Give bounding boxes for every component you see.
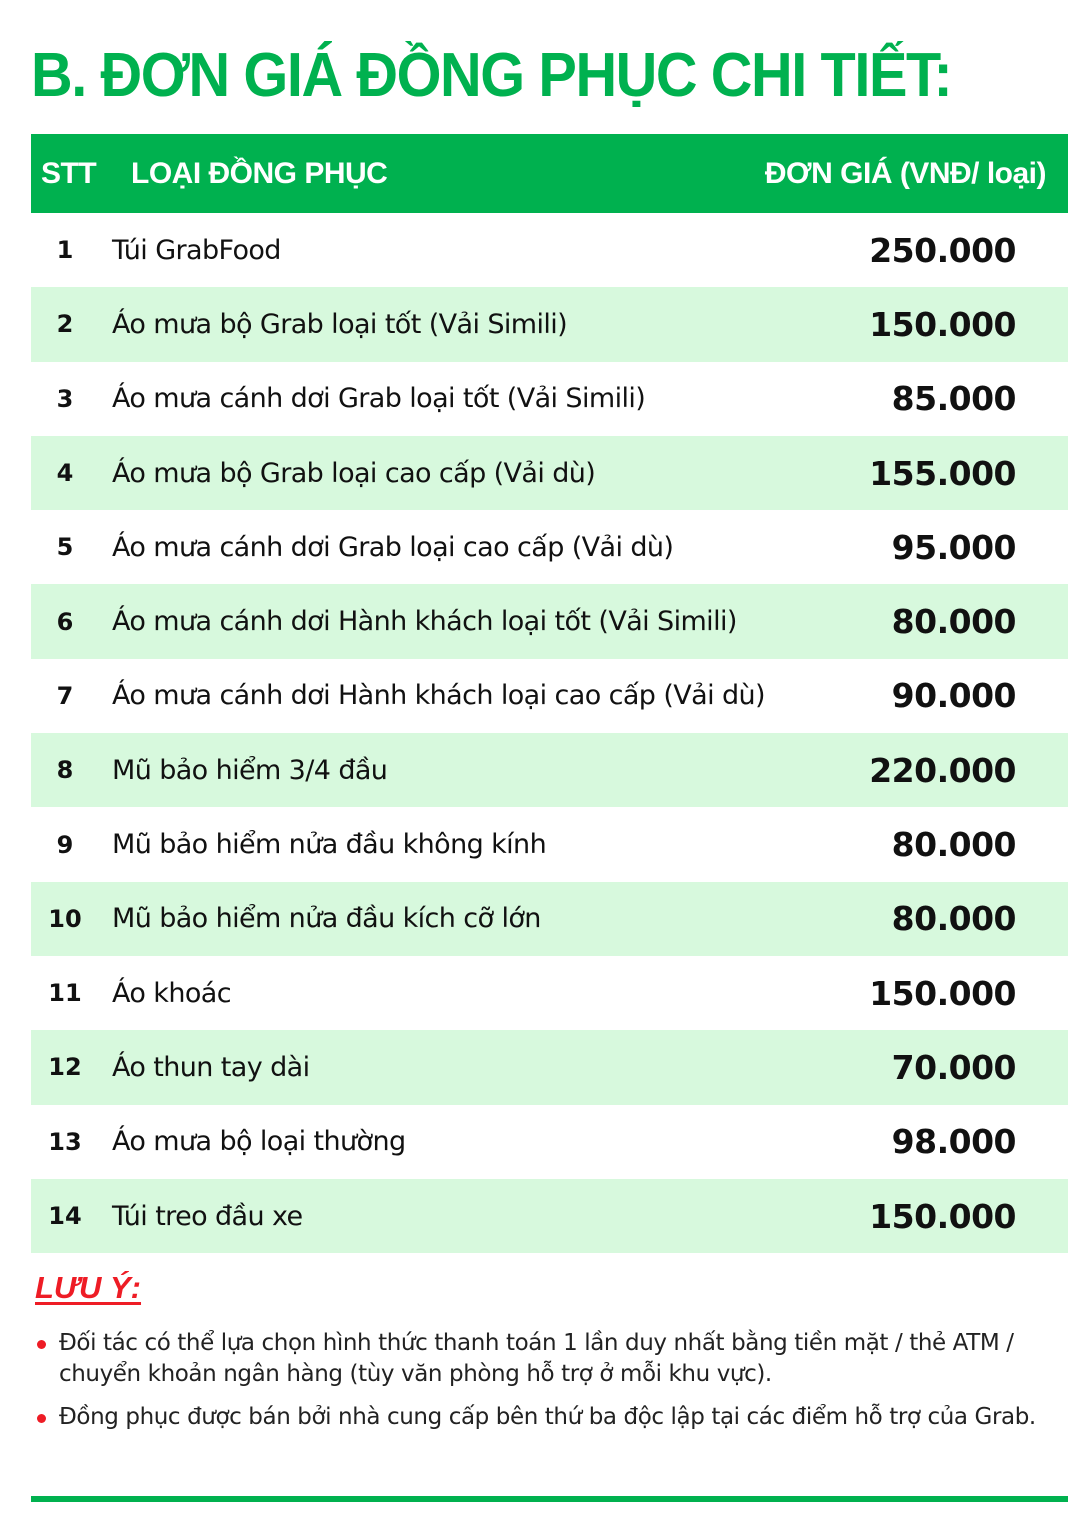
row-price: 155.000 [869, 453, 1016, 493]
row-name: Áo khoác [112, 977, 231, 1009]
table-row [31, 807, 1068, 881]
row-stt: 7 [56, 681, 74, 710]
row-stt: 8 [56, 756, 74, 785]
row-price: 80.000 [891, 825, 1016, 865]
row-name: Túi GrabFood [112, 234, 281, 266]
note-item [37, 1402, 1057, 1433]
row-name: Mũ bảo hiểm 3/4 đầu [112, 754, 388, 786]
row-name: Áo mưa cánh dơi Grab loại cao cấp (Vải dù) [112, 531, 674, 563]
row-name: Áo thun tay dài [112, 1051, 310, 1083]
header-price: ĐƠN GIÁ (VNĐ/ loại) [764, 156, 1046, 190]
row-stt: 2 [56, 310, 74, 339]
table-row [31, 1105, 1068, 1179]
table-row [31, 882, 1068, 956]
row-price: 250.000 [869, 230, 1016, 270]
row-name: Mũ bảo hiểm nửa đầu kích cỡ lớn [112, 903, 541, 935]
row-price: 90.000 [891, 676, 1016, 716]
row-stt: 13 [48, 1127, 82, 1156]
row-name: Túi treo đầu xe [112, 1200, 303, 1232]
row-stt: 3 [56, 384, 74, 413]
bullet-icon [37, 1340, 46, 1349]
table-row [31, 362, 1068, 436]
row-name: Áo mưa cánh dơi Hành khách loại tốt (Vải Simili) [112, 606, 737, 638]
table-row [31, 436, 1068, 510]
note-title: LƯU Ý: [35, 1270, 142, 1305]
row-name: Áo mưa bộ Grab loại cao cấp (Vải dù) [112, 457, 596, 489]
table-header [31, 134, 1068, 213]
table-row [31, 659, 1068, 733]
table-row [31, 584, 1068, 658]
note-text: Đối tác có thể lựa chọn hình thức thanh toán 1 lần duy nhất bằng tiền mặt / thẻ ATM / chuyển khoản ngân hàng (tùy văn phòng hỗ trợ ở mỗi khu vực). [59, 1330, 1014, 1387]
table-row [31, 1179, 1068, 1253]
row-name: Áo mưa cánh dơi Grab loại tốt (Vải Simili) [112, 383, 646, 415]
header-stt: STT [41, 156, 97, 190]
table-row [31, 956, 1068, 1030]
note-list [37, 1328, 1057, 1445]
row-price: 80.000 [891, 899, 1016, 939]
row-stt: 9 [56, 830, 74, 859]
row-name: Áo mưa bộ loại thường [112, 1126, 406, 1158]
row-price: 150.000 [869, 973, 1016, 1013]
row-stt: 10 [48, 904, 82, 933]
row-stt: 1 [56, 236, 74, 265]
table-row [31, 510, 1068, 584]
row-price: 98.000 [891, 1122, 1016, 1162]
row-stt: 12 [48, 1053, 82, 1082]
row-stt: 5 [56, 533, 74, 562]
row-price: 150.000 [869, 1196, 1016, 1236]
bullet-icon [37, 1414, 46, 1423]
table-row [31, 213, 1068, 287]
note-item [37, 1328, 1057, 1390]
row-name: Áo mưa cánh dơi Hành khách loại cao cấp (Vải dù) [112, 680, 765, 712]
table-body [31, 213, 1068, 1253]
row-price: 95.000 [891, 527, 1016, 567]
row-price: 85.000 [891, 379, 1016, 419]
row-stt: 11 [48, 979, 82, 1008]
page-title: B. ĐƠN GIÁ ĐỒNG PHỤC CHI TIẾT: [31, 41, 952, 110]
row-stt: 6 [56, 607, 74, 636]
row-price: 80.000 [891, 602, 1016, 642]
header-name: LOẠI ĐỒNG PHỤC [131, 156, 388, 190]
note-text: Đồng phục được bán bởi nhà cung cấp bên thứ ba độc lập tại các điểm hỗ trợ của Grab. [59, 1404, 1036, 1430]
row-stt: 14 [48, 1202, 82, 1230]
table-row [31, 1030, 1068, 1104]
row-stt: 4 [56, 459, 74, 488]
row-price: 70.000 [891, 1047, 1016, 1087]
price-table [31, 134, 1068, 1253]
row-name: Áo mưa bộ Grab loại tốt (Vải Simili) [112, 308, 568, 340]
row-name: Mũ bảo hiểm nửa đầu không kính [112, 829, 547, 861]
table-row [31, 733, 1068, 807]
row-price: 150.000 [869, 304, 1016, 344]
row-price: 220.000 [869, 750, 1016, 790]
footer-divider [31, 1496, 1068, 1502]
table-row [31, 287, 1068, 361]
